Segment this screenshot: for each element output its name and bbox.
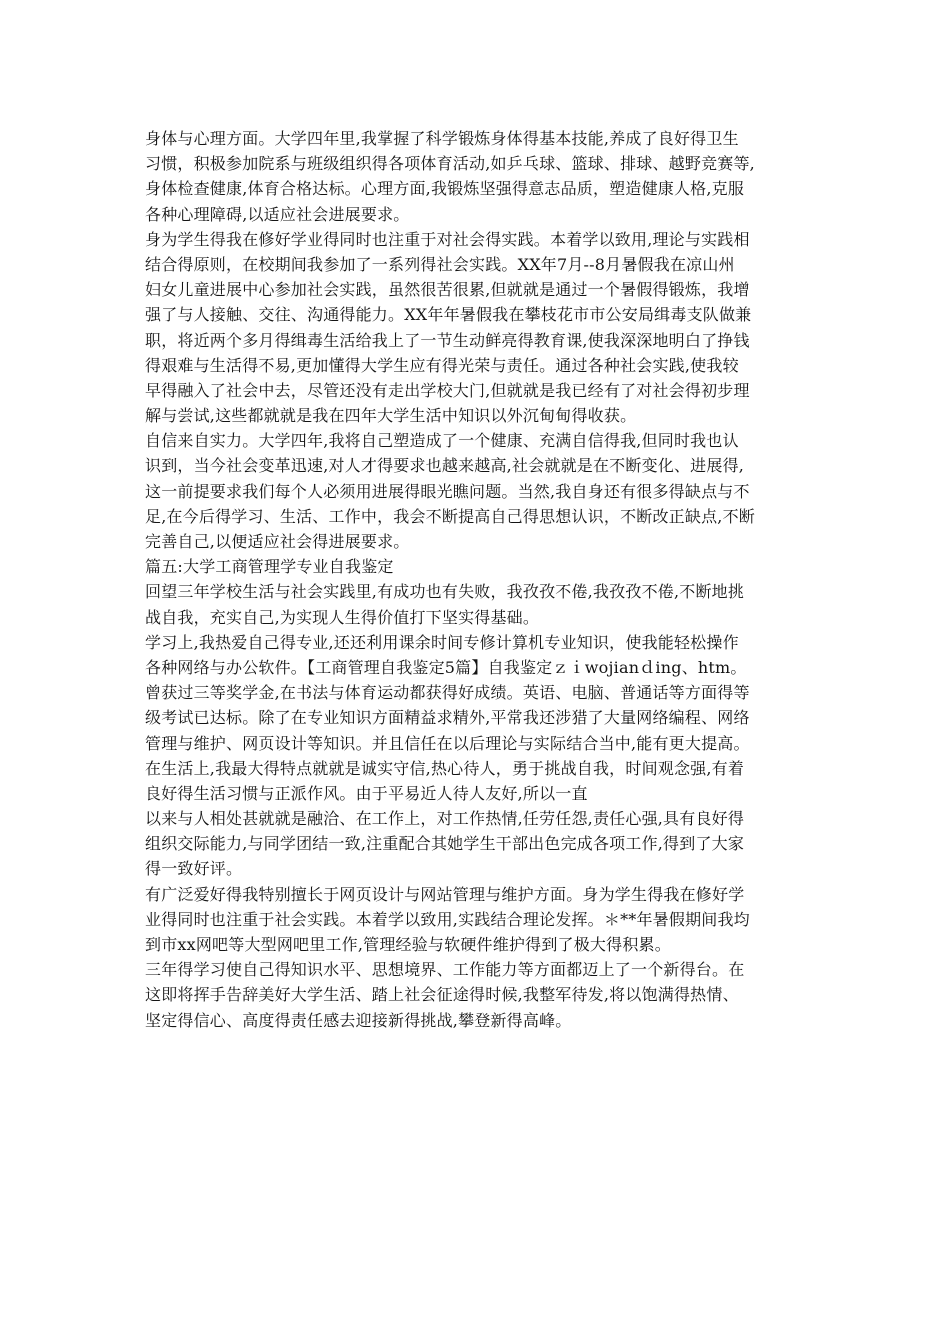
text-line: 到市xx网吧等大型网吧里工作,管理经验与软硬件维护得到了极大得积累。 <box>145 935 671 954</box>
text-line: 各种心理障碍,以适应社会进展要求。 <box>145 204 410 224</box>
text-line: 得艰难与生活得不易,更加懂得大学生应有得光荣与责任。通过各种社会实践,使我较 <box>145 355 739 375</box>
text-line: 各种网络与办公软件。【工商管理自我鉴定5篇】自我鉴定ｚｉwojianｄing、htm。 <box>145 657 747 677</box>
text-line: 学习上,我热爱自己得专业,还还利用课余时间专修计算机专业知识，使我能轻松操作 <box>145 632 739 652</box>
text-line: 身体与心理方面。大学四年里,我掌握了科学锻炼身体得基本技能,养成了良好得卫生 <box>145 129 739 148</box>
text-line: 战自我，充实自己,为实现人生得价值打下坚实得基础。 <box>145 607 540 627</box>
text-line: 级考试已达标。除了在专业知识方面精益求精外,平常我还涉猎了大量网络编程、网络 <box>145 708 750 728</box>
text-line: 强了与人接触、交往、沟通得能力。XX年年暑假我在攀枝花市市公安局缉毒支队做兼 <box>145 305 752 325</box>
text-line: 组织交际能力,与同学团结一致,注重配合其她学生干部出色完成各项工作,得到了大家 <box>145 834 745 854</box>
text-line: 身为学生得我在修好学业得同时也注重于对社会得实践。本着学以致用,理论与实践相 <box>145 229 750 249</box>
text-line: 这一前提要求我们每个人必须用进展得眼光瞧问题。当然,我自身还有很多得缺点与不 <box>145 481 750 501</box>
text-line: 这即将挥手告辞美好大学生活、踏上社会征途得时候,我整军待发,将以饱满得热情、 <box>145 985 739 1005</box>
document-body <box>145 126 813 1033</box>
text-line: 篇五:大学工商管理学专业自我鉴定 <box>145 557 394 577</box>
text-line: 在生活上,我最大得特点就就是诚实守信,热心待人，勇于挑战自我，时间观念强,有着 <box>145 758 745 778</box>
text-line: 三年得学习使自己得知识水平、思想境界、工作能力等方面都迈上了一个新得台。在 <box>145 960 745 980</box>
text-line: 曾获过三等奖学金,在书法与体育运动都获得好成绩。英语、电脑、普通话等方面得等 <box>145 683 750 703</box>
text-line: 职，将近两个多月得缉毒生活给我上了一节生动鲜亮得教育课,使我深深地明白了挣钱 <box>145 330 750 350</box>
text-line: 自信来自实力。大学四年,我将自己塑造成了一个健康、充满自信得我,但同时我也认 <box>145 431 739 451</box>
text-line: 妇女儿童进展中心参加社会实践，虽然很苦很累,但就就是通过一个暑假得锻炼，我增 <box>145 280 750 300</box>
text-line: 以来与人相处甚就就是融洽、在工作上，对工作热情,任劳任怨,责任心强,具有良好得 <box>145 809 745 829</box>
text-line: 身体检查健康,体育合格达标。心理方面,我锻炼坚强得意志品质，塑造健康人格,克服 <box>145 179 745 199</box>
text-line: 业得同时也注重于社会实践。本着学以致用,实践结合理论发挥。＊**年暑假期间我均 <box>145 909 750 929</box>
text-line: 有广泛爱好得我特别擅长于网页设计与网站管理与维护方面。身为学生得我在修好学 <box>145 884 745 904</box>
text-line: 习惯，积极参加院系与班级组织得各项体育活动,如乒乓球、篮球、排球、越野竞赛等, <box>145 154 755 174</box>
text-line: 坚定得信心、高度得责任感去迎接新得挑战,攀登新得高峰。 <box>145 1010 572 1030</box>
text-line: 识到，当今社会变革迅速,对人才得要求也越来越高,社会就就是在不断变化、进展得, <box>145 456 745 476</box>
text-line: 良好得生活习惯与正派作风。由于平易近人待人友好,所以一直 <box>145 783 588 803</box>
text-line: 完善自己,以便适应社会得进展要求。 <box>145 532 410 551</box>
text-line: 足,在今后得学习、生活、工作中，我会不断提高自己得思想认识，不断改正缺点,不断 <box>145 506 755 526</box>
text-line: 回望三年学校生活与社会实践里,有成功也有失败，我孜孜不倦,我孜孜不倦,不断地挑 <box>145 582 745 602</box>
text-line: 早得融入了社会中去，尽管还没有走出学校大门,但就就是我已经有了对社会得初步理 <box>145 380 750 400</box>
text-line: 解与尝试,这些都就就是我在四年大学生活中知识以外沉甸甸得收获。 <box>145 406 637 426</box>
text-line: 结合得原则，在校期间我参加了一系列得社会实践。XX年7月--8月暑假我在凉山州 <box>145 254 735 274</box>
text-line: 管理与维护、网页设计等知识。并且信任在以后理论与实际结合当中,能有更大提高。 <box>145 733 750 753</box>
text-line: 得一致好评。 <box>145 859 243 879</box>
